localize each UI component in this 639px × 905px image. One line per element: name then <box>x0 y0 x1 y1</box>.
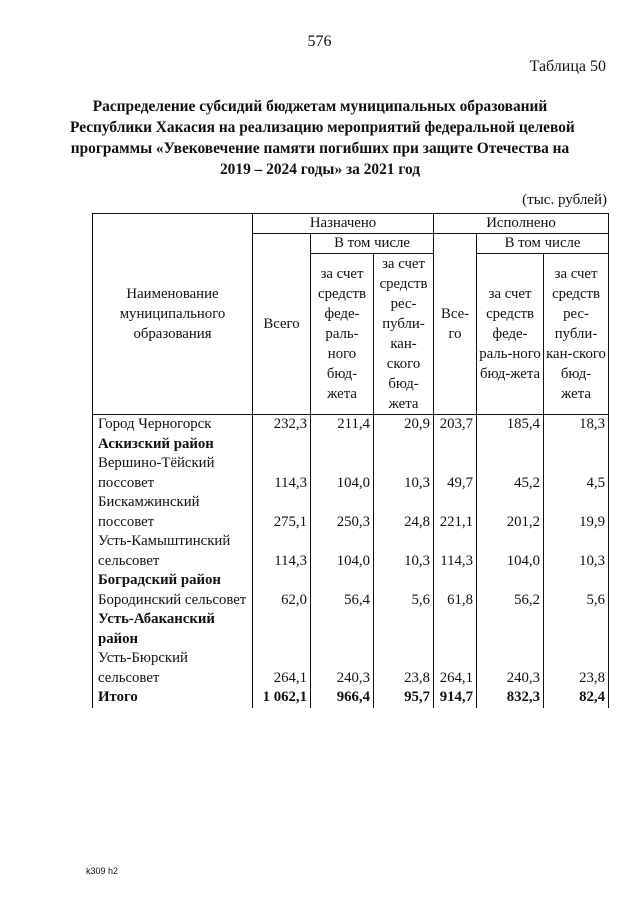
region-row <box>93 610 609 649</box>
header-total-executed: Все-го <box>434 234 477 415</box>
cell-value: 221,1 <box>434 493 477 532</box>
cell-name: Усть-Камыштинский сельсовет <box>93 532 253 571</box>
cell-value: 275,1 <box>253 493 311 532</box>
cell-value: 185,4 <box>477 415 544 435</box>
title-line: Распределение субсидий бюджетам муниципальных образований <box>92 98 548 115</box>
page-number: 576 <box>307 33 332 50</box>
cell-value: 56,4 <box>311 591 374 611</box>
cell-name: Итого <box>93 688 253 708</box>
cell-value: 240,3 <box>311 649 374 688</box>
cell-name: Вершино-Тёйский поссовет <box>93 454 253 493</box>
cell-value: 264,1 <box>434 649 477 688</box>
region-row <box>93 435 609 455</box>
table-label: Таблица 50 <box>529 58 606 75</box>
cell-value: 203,7 <box>434 415 477 435</box>
header-republic-assigned: за счет средств рес-публи-кан-ского бюд-жета <box>374 254 434 415</box>
cell-value: 264,1 <box>253 649 311 688</box>
table-row <box>93 591 609 611</box>
document-title <box>70 96 575 180</box>
cell-name: Усть-Абаканский район <box>93 610 253 649</box>
cell-value: 914,7 <box>434 688 477 708</box>
cell-value <box>434 571 477 591</box>
cell-value <box>253 435 311 455</box>
header-federal-executed: за счет средств феде-раль-ного бюд-жета <box>477 254 544 415</box>
cell-value: 10,3 <box>374 454 434 493</box>
cell-value <box>544 571 609 591</box>
cell-value: 104,0 <box>311 454 374 493</box>
cell-value: 23,8 <box>374 649 434 688</box>
cell-value: 114,3 <box>434 532 477 571</box>
cell-value: 62,0 <box>253 591 311 611</box>
table-row <box>93 454 609 493</box>
cell-value: 232,3 <box>253 415 311 435</box>
cell-value: 114,3 <box>253 454 311 493</box>
title-line: 2019 – 2024 годы» за 2021 год <box>219 161 420 178</box>
cell-value <box>374 571 434 591</box>
subsidy-table <box>92 213 609 708</box>
cell-value: 5,6 <box>374 591 434 611</box>
cell-value <box>434 610 477 649</box>
header-assigned: Назначено <box>253 214 434 234</box>
cell-value: 201,2 <box>477 493 544 532</box>
cell-value <box>544 610 609 649</box>
cell-value <box>434 435 477 455</box>
cell-value: 20,9 <box>374 415 434 435</box>
table-row <box>93 532 609 571</box>
header-including-assigned: В том числе <box>311 234 434 254</box>
cell-value <box>253 610 311 649</box>
header-federal-assigned: за счет средств феде-раль-ного бюд-жета <box>311 254 374 415</box>
cell-value: 61,8 <box>434 591 477 611</box>
title-line: программы «Увековечение памяти погибших при защите Отечества на <box>70 140 570 157</box>
header-executed: Исполнено <box>434 214 609 234</box>
cell-name: Бородинский сельсовет <box>93 591 253 611</box>
cell-value: 45,2 <box>477 454 544 493</box>
title-line: Республики Хакасия на реализацию мероприятий федеральной целевой <box>70 119 575 136</box>
table-row <box>93 649 609 688</box>
cell-value <box>477 571 544 591</box>
total-row <box>93 688 609 708</box>
cell-value: 82,4 <box>544 688 609 708</box>
units-label: (тыс. рублей) <box>522 192 607 208</box>
cell-value <box>374 435 434 455</box>
cell-value: 24,8 <box>374 493 434 532</box>
cell-value <box>311 435 374 455</box>
cell-value <box>544 435 609 455</box>
cell-value: 114,3 <box>253 532 311 571</box>
cell-value: 4,5 <box>544 454 609 493</box>
cell-value: 104,0 <box>477 532 544 571</box>
cell-value: 95,7 <box>374 688 434 708</box>
cell-value: 10,3 <box>544 532 609 571</box>
cell-value: 49,7 <box>434 454 477 493</box>
table-row <box>93 415 609 435</box>
cell-value: 23,8 <box>544 649 609 688</box>
cell-value <box>311 571 374 591</box>
footer-code: k309 h2 <box>86 866 119 876</box>
cell-value: 18,3 <box>544 415 609 435</box>
header-including-executed: В том числе <box>477 234 609 254</box>
cell-value: 56,2 <box>477 591 544 611</box>
cell-value <box>253 571 311 591</box>
cell-name: Город Черногорск <box>93 415 253 435</box>
cell-value: 240,3 <box>477 649 544 688</box>
header-total-assigned: Всего <box>253 234 311 415</box>
cell-value: 10,3 <box>374 532 434 571</box>
cell-value <box>477 435 544 455</box>
region-row <box>93 571 609 591</box>
table-row <box>93 493 609 532</box>
cell-value <box>374 610 434 649</box>
cell-value: 832,3 <box>477 688 544 708</box>
cell-value: 211,4 <box>311 415 374 435</box>
cell-name: Боградский район <box>93 571 253 591</box>
cell-value: 19,9 <box>544 493 609 532</box>
cell-name: Аскизский район <box>93 435 253 455</box>
cell-value: 5,6 <box>544 591 609 611</box>
table-body <box>93 415 609 708</box>
header-republic-executed: за счет средств рес-публи-кан-ского бюд-жета <box>544 254 609 415</box>
cell-value: 250,3 <box>311 493 374 532</box>
cell-name: Бискамжинский поссовет <box>93 493 253 532</box>
header-name: Наименование муниципального образования <box>93 214 253 415</box>
cell-value: 966,4 <box>311 688 374 708</box>
cell-value <box>477 610 544 649</box>
cell-value: 1 062,1 <box>253 688 311 708</box>
cell-value <box>311 610 374 649</box>
cell-name: Усть-Бюрский сельсовет <box>93 649 253 688</box>
cell-value: 104,0 <box>311 532 374 571</box>
